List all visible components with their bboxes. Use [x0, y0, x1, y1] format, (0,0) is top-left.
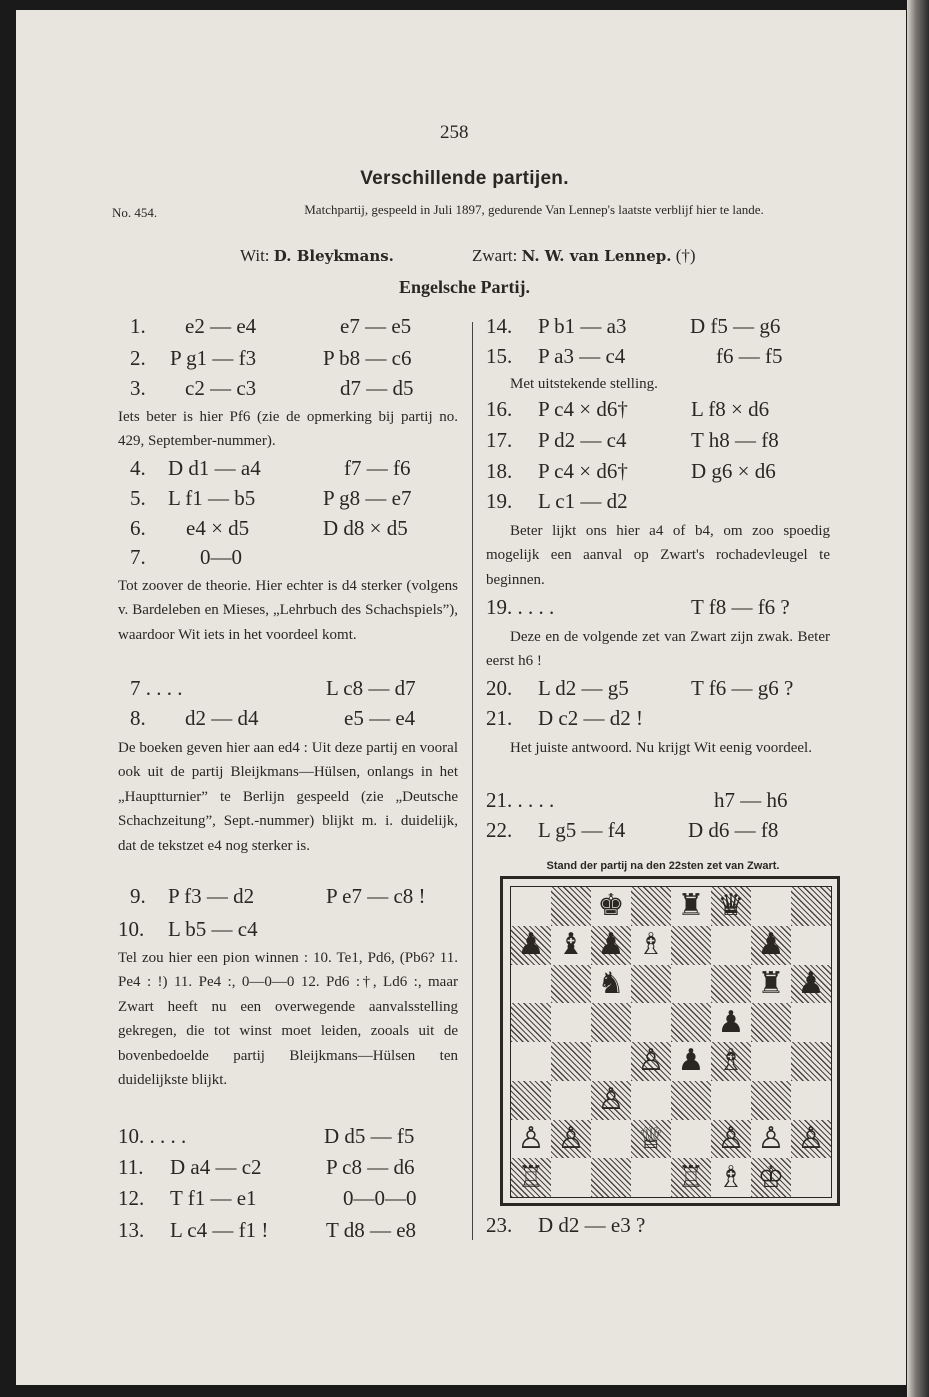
game-number: No. 454.: [112, 205, 158, 220]
move-line: 19. L c1 — d2: [486, 489, 628, 513]
move-line: 13. L c4 — f1 ! T d8 — e8: [118, 1218, 417, 1242]
black-suffix: (†): [675, 246, 696, 265]
annotation: Met uitstekende stelling.: [510, 376, 658, 392]
white-pawn-icon: ♙: [517, 1121, 545, 1155]
annotation: Deze en de volgende zet van Zwart zijn zwak. Beter eerst h6 !: [486, 629, 830, 670]
white-pawn-icon: ♙: [797, 1121, 825, 1155]
board-square: [591, 1042, 631, 1081]
white-player-line: [240, 246, 394, 266]
board-caption: Stand der partij na den 22sten zet van Zwart.: [546, 860, 780, 872]
move-line: 22. L g5 — f4 D d6 — f8: [486, 818, 779, 842]
board-square: [751, 887, 791, 926]
board-square: [551, 887, 591, 926]
board-square: [671, 1003, 711, 1042]
move-line: 11. D a4 — c2 P c8 — d6: [118, 1155, 415, 1179]
white-bishop-icon: ♗: [717, 1044, 745, 1078]
move-line: 19. . . . . T f8 — f6 ?: [486, 595, 790, 619]
white-rook-icon: ♖: [517, 1160, 545, 1194]
annotation: De boeken geven hier aan ed4 : Uit deze partij en vooral ook uit de partij Bleijkmans—Hülsen, onlangs in het „Hauptturnier” te Berlijn gespeeld (zie „Deutsche Schachzeitung”, Sept.-nummer) blijkt m. i. duidelijk, dat de tekstzet e4 nog sterker is.: [118, 740, 458, 854]
board-square: [791, 926, 831, 965]
annotation: Iets beter is hier Pf6 (zie de opmerking bij partij no. 429, September-nummer).: [118, 409, 458, 450]
annotation: Tel zou hier een pion winnen : 10. Te1, Pd6, (Pb6? 11. Pe4 : !) 11. Pe4 :, 0—0—0 12. Pd6 :†, Ld6 :, maar Zwart heeft nu een overwegende aanvalsstelling gekregen, die tot winst moet leiden, zooals uit de bovenbedoelde partij Bleijkmans—Hülsen ten duidelijkste blijkt.: [118, 950, 458, 1089]
board-square: [511, 1003, 551, 1042]
board-square: [631, 965, 671, 1004]
black-pawn-icon: ♟: [757, 928, 785, 962]
board-frame: [510, 886, 832, 1198]
white-player: D. Bleykmans.: [273, 247, 394, 265]
board-square: [711, 965, 751, 1004]
move-line: 23. D d2 — e3 ?: [486, 1213, 646, 1237]
board-square: [511, 887, 551, 926]
black-pawn-icon: ♟: [517, 928, 545, 962]
board-square: [631, 1081, 671, 1120]
board-square: [751, 1003, 791, 1042]
opening-title: Engelsche Partij.: [399, 277, 530, 297]
board-square: [551, 1042, 591, 1081]
board-square: [751, 1042, 791, 1081]
black-player: N. W. van Lennep.: [521, 247, 672, 265]
page-number: 258: [440, 122, 469, 143]
move-line: 12. T f1 — e1 0—0—0: [118, 1186, 417, 1210]
board-square: [711, 1081, 751, 1120]
move-line: 5. L f1 — b5 P g8 — e7: [130, 486, 412, 510]
move-line: 8. d2 — d4 e5 — e4: [130, 706, 416, 730]
white-queen-icon: ♕: [637, 1121, 665, 1155]
white-pawn-icon: ♙: [597, 1083, 625, 1117]
move-line: 14. P b1 — a3 D f5 — g6: [486, 314, 781, 338]
white-label: Wit:: [240, 246, 270, 265]
black-label: Zwart:: [472, 246, 518, 265]
move-line: 7. 0—0: [130, 545, 242, 569]
move-line: 6. e4 × d5 D d8 × d5: [130, 516, 408, 540]
white-pawn-icon: ♙: [557, 1121, 585, 1155]
move-line: 9. P f3 — d2 P e7 — c8 !: [130, 884, 426, 908]
board-square: [551, 1081, 591, 1120]
board-square: [791, 1042, 831, 1081]
black-player-line: [472, 246, 696, 266]
black-pawn-icon: ♟: [677, 1044, 705, 1078]
black-bishop-icon: ♝: [557, 928, 585, 962]
move-line: 10. L b5 — c4: [118, 917, 258, 941]
black-pawn-icon: ♟: [597, 928, 625, 962]
board-square: [551, 965, 591, 1004]
black-king-icon: ♚: [597, 889, 625, 923]
move-line: 21. D c2 — d2 !: [486, 706, 643, 730]
annotation: Het juiste antwoord. Nu krijgt Wit eenig voordeel.: [510, 740, 812, 756]
column-divider: [472, 322, 473, 1240]
board-square: [511, 1042, 551, 1081]
white-king-icon: ♔: [757, 1160, 785, 1194]
board-square: [671, 926, 711, 965]
move-line: 4. D d1 — a4 f7 — f6: [130, 456, 411, 480]
white-bishop-icon: ♗: [717, 1160, 745, 1194]
board-square: [631, 1003, 671, 1042]
board-square: [791, 1003, 831, 1042]
black-pawn-icon: ♟: [717, 1005, 745, 1039]
white-pawn-icon: ♙: [717, 1121, 745, 1155]
move-line: 21. . . . . h7 — h6: [486, 788, 788, 812]
move-line: 1. e2 — e4 e7 — e5: [130, 314, 412, 338]
annotation: Beter lijkt ons hier a4 of b4, om zoo spoedig mogelijk een aanval op Zwart's rochadevleugel te beginnen.: [486, 523, 830, 588]
section-heading: Verschillende partijen.: [360, 168, 569, 189]
board-square: [671, 1120, 711, 1159]
move-line: 17. P d2 — c4 T h8 — f8: [486, 428, 779, 452]
move-line: 7 . . . . L c8 — d7: [130, 676, 416, 700]
board-square: [631, 1158, 671, 1197]
board-square: [711, 926, 751, 965]
move-line: 3. c2 — c3 d7 — d5: [130, 376, 414, 400]
board-square: [591, 1003, 631, 1042]
board-square: [591, 1120, 631, 1159]
board-square: [551, 1158, 591, 1197]
white-pawn-icon: ♙: [757, 1121, 785, 1155]
black-queen-icon: ♛: [717, 889, 745, 923]
board-square: [511, 965, 551, 1004]
white-rook-icon: ♖: [677, 1160, 705, 1194]
move-line: 18. P c4 × d6† D g6 × d6: [486, 459, 776, 483]
chess-board: [500, 876, 840, 1206]
board-square: [751, 1081, 791, 1120]
board-square: [631, 887, 671, 926]
board-square: [671, 965, 711, 1004]
move-line: 15. P a3 — c4 f6 — f5: [486, 344, 783, 368]
board-square: [791, 1158, 831, 1197]
black-pawn-icon: ♟: [797, 966, 825, 1000]
black-knight-icon: ♞: [597, 966, 625, 1000]
black-rook-icon: ♜: [677, 889, 705, 923]
board-square: [551, 1003, 591, 1042]
board-square: [511, 1081, 551, 1120]
move-line: 20. L d2 — g5 T f6 — g6 ?: [486, 676, 794, 700]
game-info: Matchpartij, gespeeld in Juli 1897, gedurende Van Lennep's laatste verblijf hier te lande.: [304, 202, 764, 217]
board-square: [791, 1081, 831, 1120]
black-rook-icon: ♜: [757, 966, 785, 1000]
board-square: [671, 1081, 711, 1120]
annotation: Tot zoover de theorie. Hier echter is d4 sterker (volgens v. Bardeleben en Mieses, „Lehrbuch des Schachspiels”), waardoor Wit iets in het voordeel komt.: [118, 578, 458, 643]
board-square: [791, 887, 831, 926]
book-spine: [907, 0, 929, 1397]
white-pawn-icon: ♙: [637, 1044, 665, 1078]
white-bishop-icon: ♗: [637, 928, 665, 962]
move-line: 10. . . . . D d5 — f5: [118, 1124, 415, 1148]
move-line: 16. P c4 × d6† L f8 × d6: [486, 397, 770, 421]
board-square: [591, 1158, 631, 1197]
move-line: 2. P g1 — f3 P b8 — c6: [130, 346, 412, 370]
